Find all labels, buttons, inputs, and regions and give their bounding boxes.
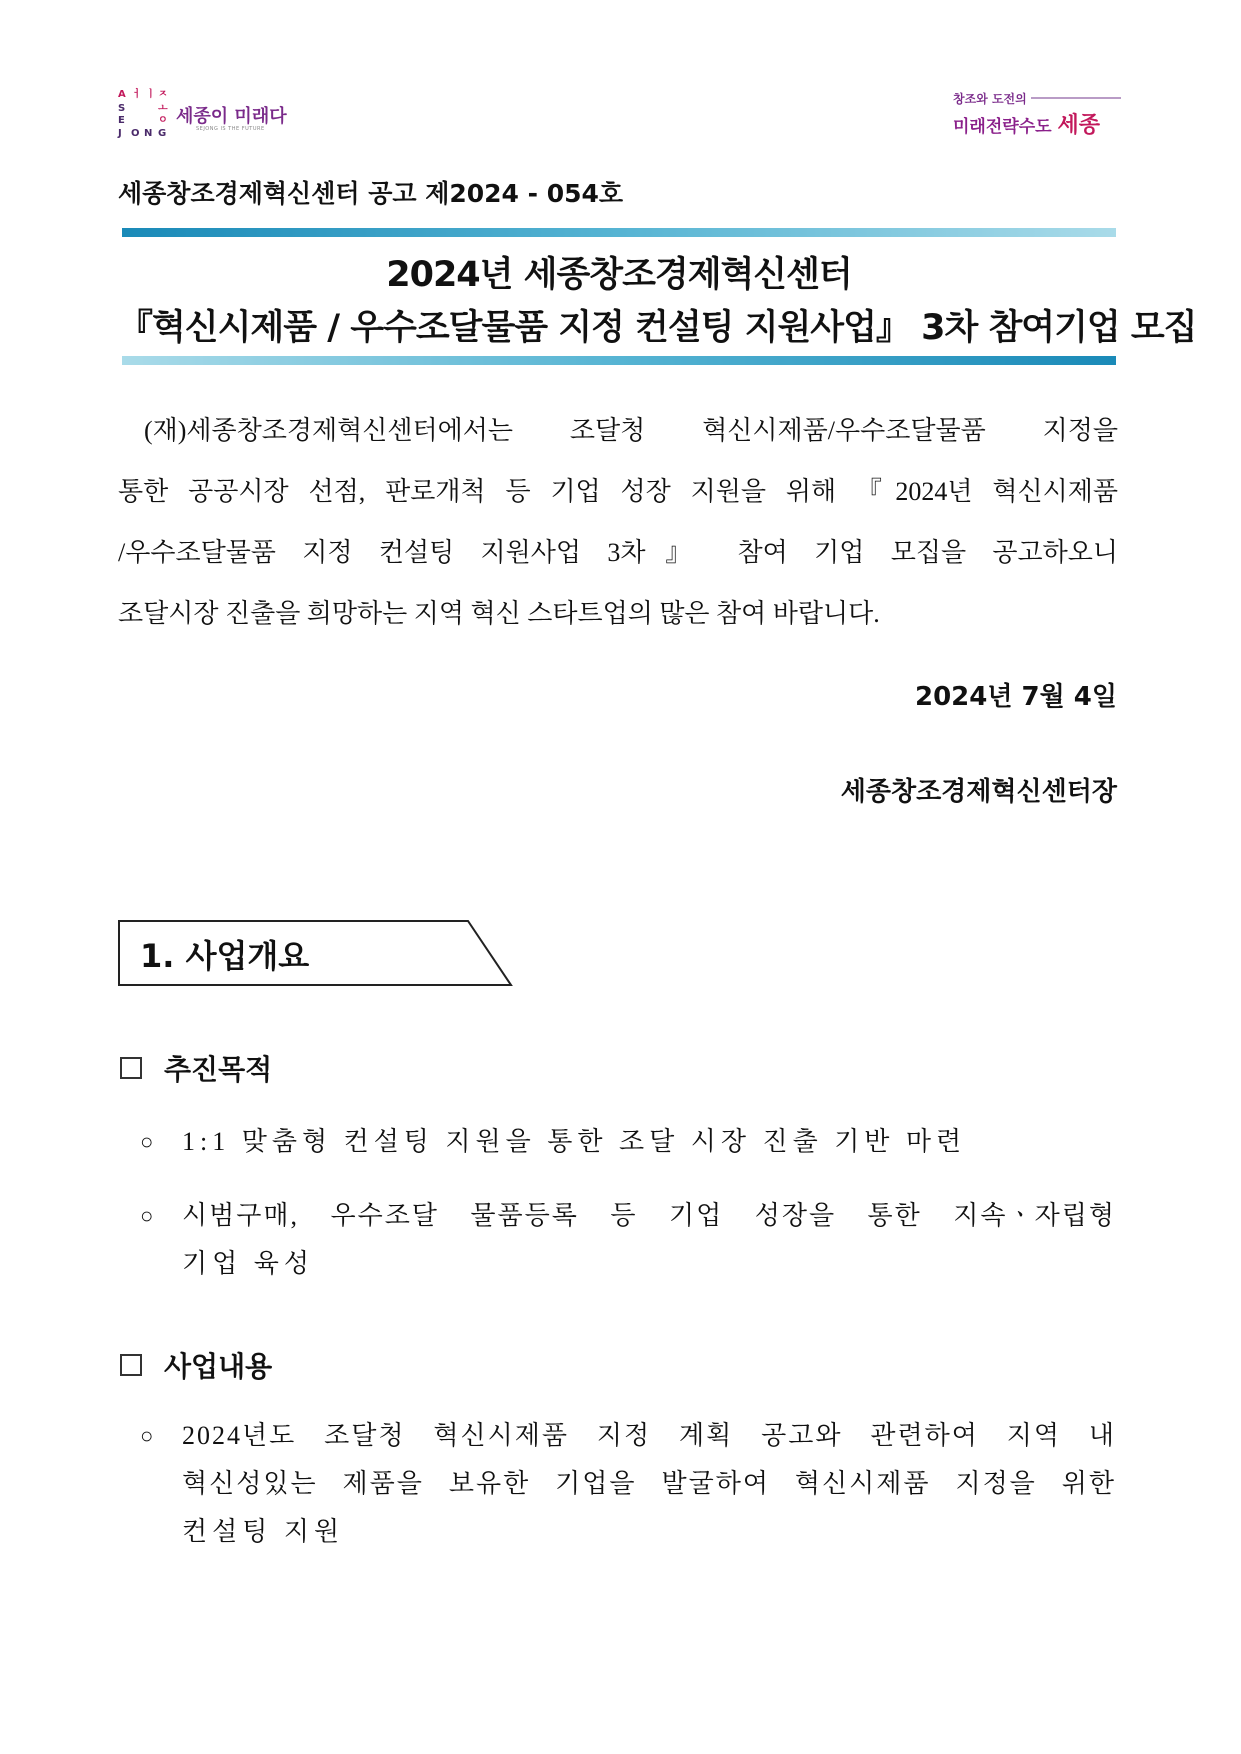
logo-letter: ㅇ <box>158 115 168 126</box>
logo-divider <box>1031 97 1121 99</box>
content-heading-text: 사업내용 <box>164 1350 273 1383</box>
notice-number: 세종창조경제혁신센터 공고 제2024 - 054호 <box>118 179 624 208</box>
intro-line: (재)세종창조경제혁신센터에서는 조달청 혁신시제품/우수조달물품 지정을 <box>144 416 1118 445</box>
logo-slogan: SEJONG IS THE FUTURE <box>196 126 265 132</box>
sejong-future-logo <box>118 90 298 140</box>
logo-letter: E <box>118 115 125 126</box>
intro-line: 통한 공공시장 선점, 판로개척 등 기업 성장 지원을 위해 『2024년 혁신시제품 <box>118 477 1118 506</box>
page-title-line-1: 2024년 세종창조경제혁신센터 <box>386 255 852 295</box>
logo-subtitle: 창조와 도전의 <box>953 92 1027 106</box>
checkbox-square-icon <box>120 1057 142 1079</box>
logo-letter: ㅗ <box>158 103 168 114</box>
logo-letter: J <box>118 128 122 139</box>
logo-letter: O <box>131 128 140 139</box>
logo-letter: N <box>144 128 153 139</box>
title-top-bar <box>122 228 1116 237</box>
list-item <box>140 1118 1116 1166</box>
logo-title-city: 세종 <box>1057 113 1100 138</box>
signer-name: 세종창조경제혁신센터장 <box>840 777 1117 806</box>
logo-wordmark: 세종이 미래다 <box>176 106 287 127</box>
section-1-header <box>118 920 513 986</box>
section-1-title: 1. 사업개요 <box>140 937 310 975</box>
logo-letter: ㅣ <box>146 89 156 100</box>
intro-line: 조달시장 진출을 희망하는 지역 혁신 스타트업의 많은 참여 바랍니다. <box>118 599 880 628</box>
logo-title-prefix: 미래전략수도 <box>953 117 1052 137</box>
logo-letter: G <box>158 128 167 139</box>
purpose-heading-text: 추진목적 <box>164 1053 273 1086</box>
list-item-line: 기업 육성 <box>182 1249 314 1278</box>
intro-paragraph <box>118 400 1118 644</box>
content-heading <box>120 1345 272 1385</box>
logo-letter: ㅓ <box>132 89 142 100</box>
list-item <box>140 1412 1116 1556</box>
title-bottom-bar <box>122 356 1116 365</box>
list-item-line: 1:1 맞춤형 컨설팅 지원을 통한 조달 시장 진출 기반 마련 <box>182 1127 967 1156</box>
list-item-line: 컨설팅 지원 <box>182 1517 345 1546</box>
list-item-line: 시범구매, 우수조달 물품등록 등 기업 성장을 통한 지속ㆍ자립형 <box>182 1201 1116 1230</box>
future-strategy-capital-logo <box>953 90 1123 138</box>
checkbox-square-icon <box>120 1354 142 1376</box>
purpose-heading <box>120 1048 272 1088</box>
logo-title <box>953 108 1100 139</box>
logo-letter: A <box>118 89 126 100</box>
circle-bullet-icon: ○ <box>140 1203 154 1228</box>
list-item-line: 2024년도 조달청 혁신시제품 지정 계획 공고와 관련하여 지역 내 <box>182 1421 1116 1450</box>
sejong-letter-mark <box>118 90 170 140</box>
list-item-line: 혁신성있는 제품을 보유한 기업을 발굴하여 혁신시제품 지정을 위한 <box>182 1469 1116 1498</box>
circle-bullet-icon: ○ <box>140 1423 154 1448</box>
logo-letter: ㅈ <box>158 89 168 100</box>
logo-letter: S <box>118 103 126 114</box>
intro-line: /우수조달물품 지정 컨설팅 지원사업 3차』 참여 기업 모집을 공고하오니 <box>118 538 1118 567</box>
page-title-line-2: 『혁신시제품 / 우수조달물품 지정 컨설팅 지원사업』 3차 참여기업 모집 <box>118 308 1197 348</box>
notice-date: 2024년 7월 4일 <box>915 682 1117 712</box>
circle-bullet-icon: ○ <box>140 1129 154 1154</box>
list-item <box>140 1192 1116 1288</box>
